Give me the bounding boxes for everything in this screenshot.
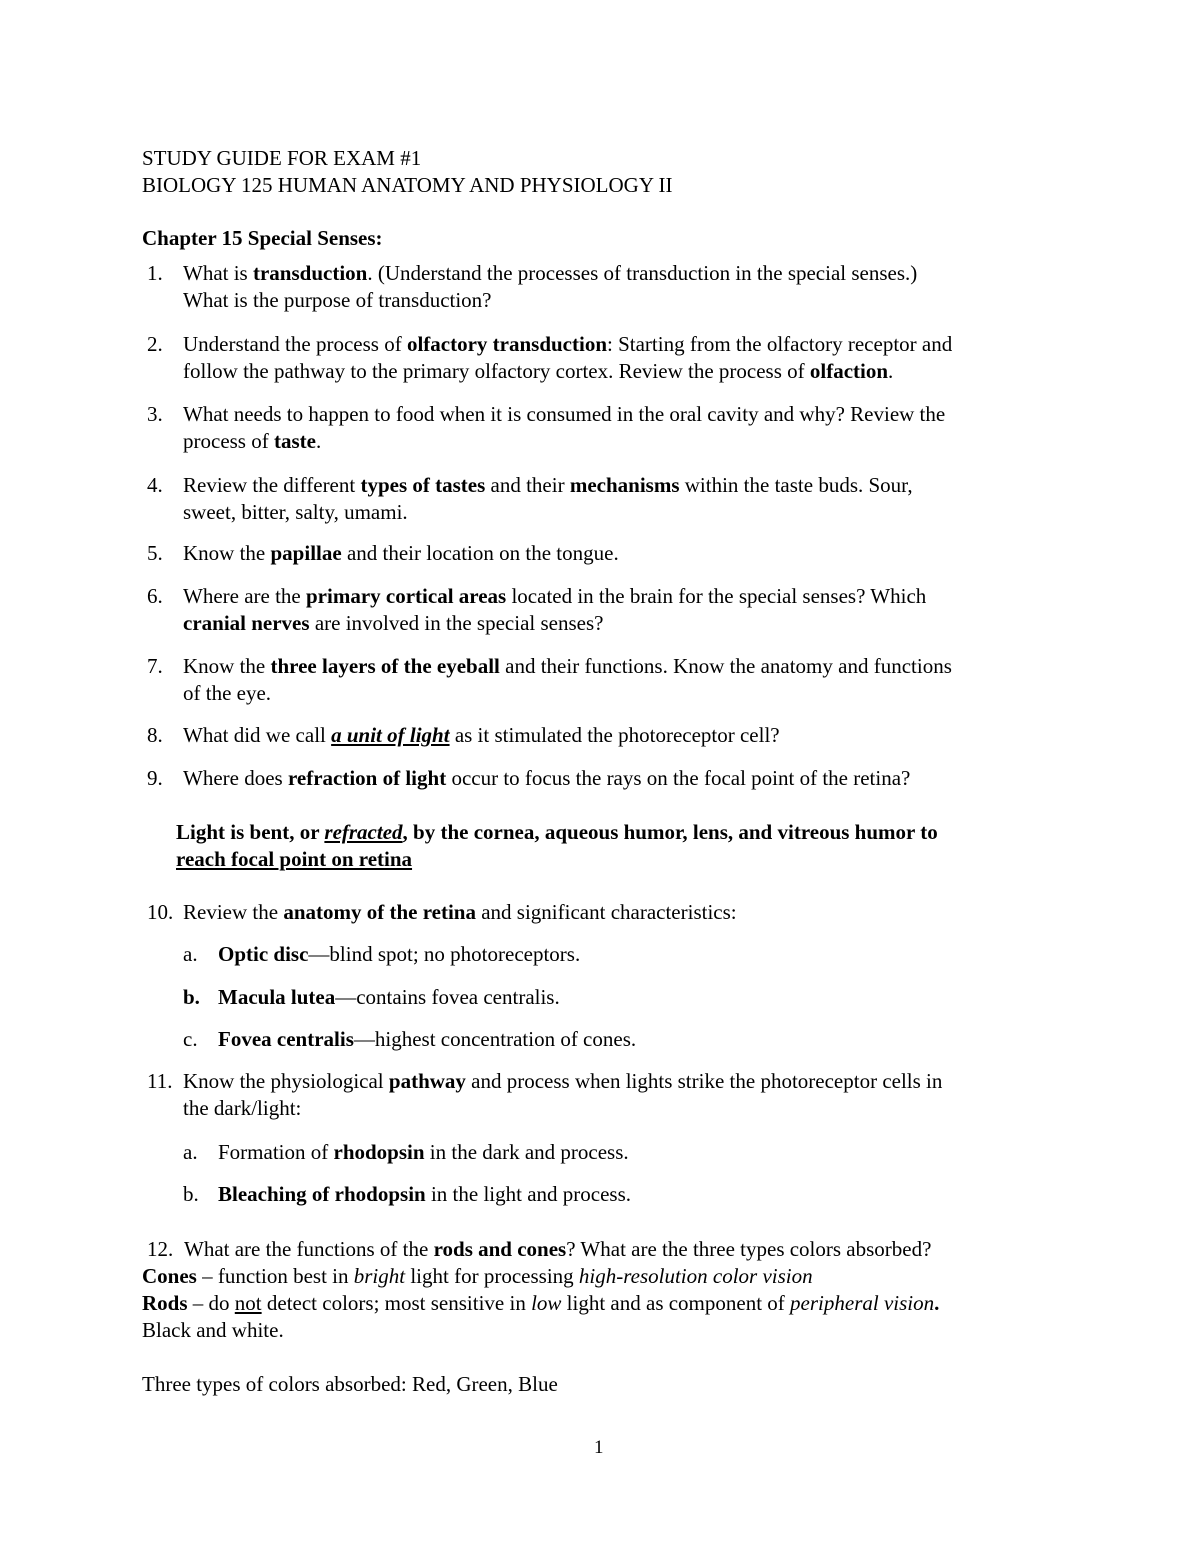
item-text: Review the different types of tastes and their mechanisms within the taste buds. Sour, <box>183 473 913 497</box>
item-text: Where are the primary cortical areas located in the brain for the special senses? Which <box>183 584 927 608</box>
sub-item-label: c. <box>183 1027 198 1051</box>
rods-line: Rods – do not detect colors; most sensitive in low light and as component of peripheral vision. <box>142 1291 940 1315</box>
sub-item-text: Fovea centralis—highest concentration of cones. <box>218 1027 637 1051</box>
item-number: 4. <box>147 473 163 497</box>
item-text: Know the papillae and their location on the tongue. <box>183 541 619 565</box>
item-text: What are the functions of the rods and cones? What are the three types colors absorbed? <box>184 1237 932 1261</box>
sub-item-text: Bleaching of rhodopsin in the light and process. <box>218 1182 632 1206</box>
sub-item-text: Macula lutea—contains fovea centralis. <box>218 985 560 1009</box>
item-text: What is transduction. (Understand the processes of transduction in the special senses.) <box>183 261 918 285</box>
item-text: cranial nerves are involved in the special senses? <box>183 611 604 635</box>
item-text: What did we call a unit of light as it stimulated the photoreceptor cell? <box>183 723 780 747</box>
page-number: 1 <box>594 1437 604 1458</box>
item-text: What is the purpose of transduction? <box>183 288 492 312</box>
item-number: 9. <box>147 766 163 790</box>
item-text: the dark/light: <box>183 1096 302 1120</box>
item-text: Review the anatomy of the retina and significant characteristics: <box>183 900 737 924</box>
item-number: 7. <box>147 654 163 678</box>
item-text: Where does refraction of light occur to focus the rays on the focal point of the retina? <box>183 766 911 790</box>
item-number: 3. <box>147 402 163 426</box>
item-text: Know the three layers of the eyeball and their functions. Know the anatomy and functions <box>183 654 952 678</box>
item-text: What needs to happen to food when it is consumed in the oral cavity and why? Review the <box>183 402 946 426</box>
item-number: 6. <box>147 584 163 608</box>
item-text: sweet, bitter, salty, umami. <box>183 500 408 524</box>
item-number: 8. <box>147 723 163 747</box>
sub-item-text: Formation of rhodopsin in the dark and process. <box>218 1140 629 1164</box>
sub-item-text: Optic disc—blind spot; no photoreceptors. <box>218 942 581 966</box>
item-text: process of taste. <box>183 429 322 453</box>
cones-line: Cones – function best in bright light for processing high-resolution color vision <box>142 1264 813 1288</box>
item-text: Know the physiological pathway and process when lights strike the photoreceptor cells in <box>183 1069 943 1093</box>
item-number: 5. <box>147 541 163 565</box>
sub-item-label: b. <box>183 1182 199 1206</box>
colors-line: Three types of colors absorbed: Red, Green, Blue <box>142 1372 558 1396</box>
sub-item-label: b. <box>183 985 200 1009</box>
item-text: Understand the process of olfactory transduction: Starting from the olfactory receptor and <box>183 332 953 356</box>
item-number: 12. <box>147 1237 174 1261</box>
sub-item-label: a. <box>183 1140 198 1164</box>
item-number: 10. <box>147 900 174 924</box>
rods-line-2: Black and white. <box>142 1318 284 1342</box>
item-number: 1. <box>147 261 163 285</box>
item-text: of the eye. <box>183 681 272 705</box>
item-number: 11. <box>147 1069 173 1093</box>
item-number: 2. <box>147 332 163 356</box>
title-line-2: BIOLOGY 125 HUMAN ANATOMY AND PHYSIOLOGY II <box>142 173 673 197</box>
item-text: follow the pathway to the primary olfactory cortex. Review the process of olfaction. <box>183 359 894 383</box>
title-line-1: STUDY GUIDE FOR EXAM #1 <box>142 146 422 170</box>
answer-text: Light is bent, or refracted, by the cornea, aqueous humor, lens, and vitreous humor to <box>176 820 938 844</box>
answer-text: reach focal point on retina <box>176 847 413 871</box>
sub-item-label: a. <box>183 942 198 966</box>
chapter-heading: Chapter 15 Special Senses: <box>142 226 383 250</box>
